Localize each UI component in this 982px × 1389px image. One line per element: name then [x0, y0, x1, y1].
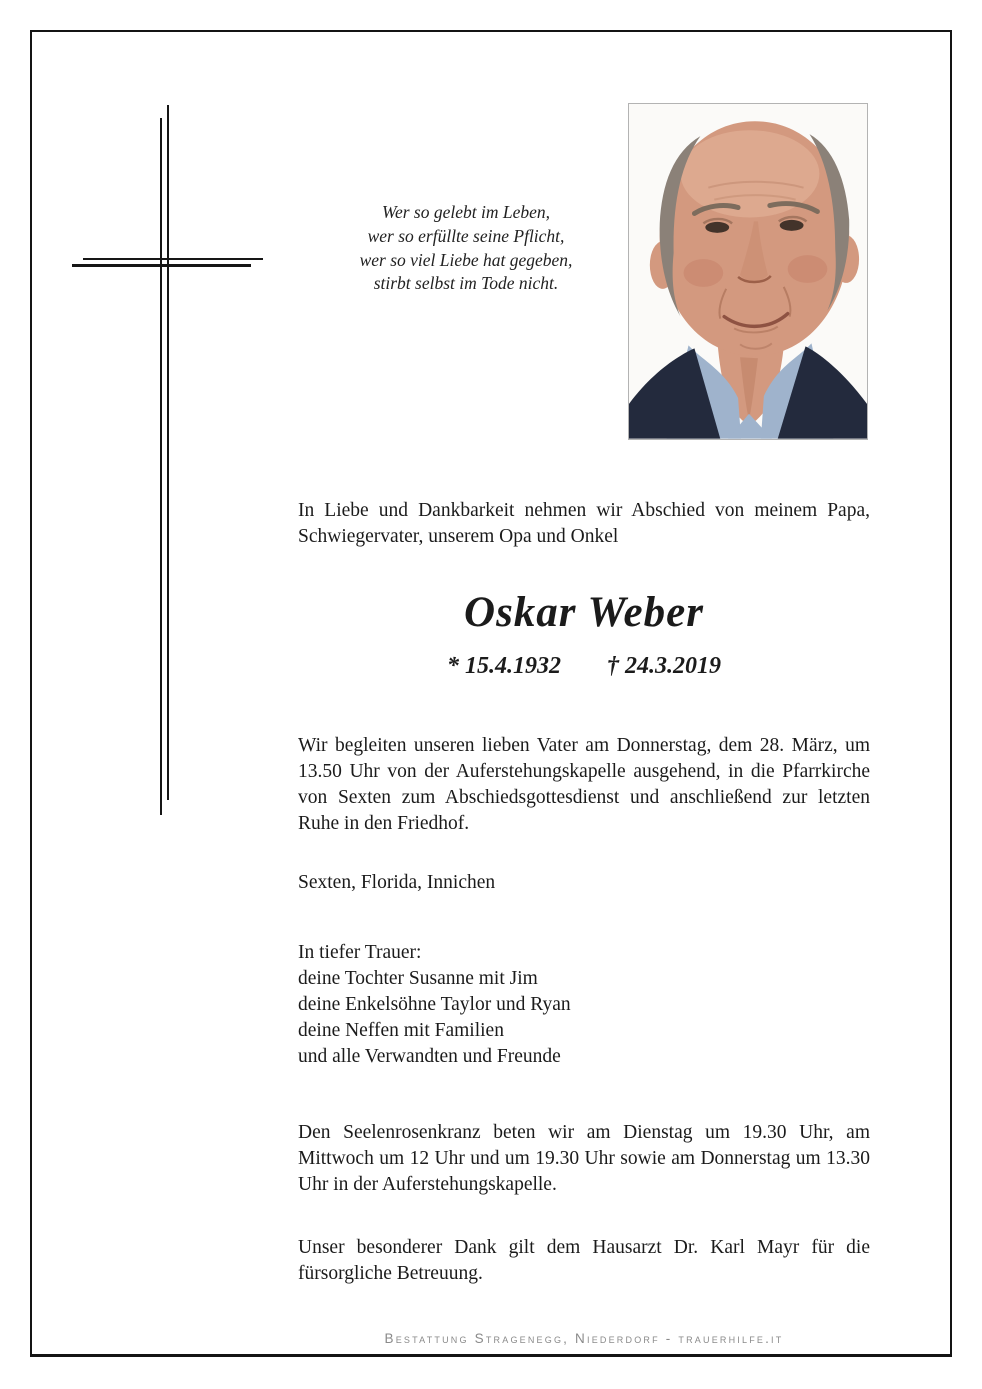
mourners-block [298, 940, 870, 1070]
mourners-heading: In tiefer Trauer: [298, 942, 422, 963]
funeral-announcement: Wir begleiten unseren lieben Vater am Donnerstag, dem 28. März, um 13.50 Uhr von der Auferstehungskapelle ausgehend, in die Pfarrkirche von Sexten zum Abschiedsgottesdienst und anschließend zur letzten Ruhe in den Friedhof. [298, 735, 870, 834]
life-dates [298, 650, 870, 682]
cross-horizontal-line [72, 264, 251, 267]
verse-line: stirbt selbst im Tode nicht. [373, 273, 559, 294]
portrait-illustration [629, 104, 867, 439]
mourner-line: deine Neffen mit Familien [298, 1020, 504, 1041]
thanks-text: Unser besonderer Dank gilt dem Hausarzt Dr. Karl Mayr für die fürsorgliche Betreuung. [298, 1237, 870, 1284]
footer-credit: Bestattung Stragenegg, Niederdorf - trauerhilfe.it [384, 1331, 784, 1346]
places-line: Sexten, Florida, Innichen [298, 872, 496, 893]
birth-date: * 15.4.1932 [447, 653, 561, 679]
mourner-line: und alle Verwandten und Freunde [298, 1046, 561, 1067]
mourner-line: deine Enkelsöhne Taylor und Ryan [298, 994, 571, 1015]
memorial-verse [320, 201, 612, 296]
portrait-photo [628, 103, 868, 440]
death-date: † 24.3.2019 [607, 653, 721, 679]
verse-line: wer so viel Liebe hat gegeben, [359, 249, 573, 270]
cross-horizontal-line [83, 258, 263, 260]
rosary-announcement: Den Seelenrosenkranz beten wir am Dienstag um 19.30 Uhr, am Mittwoch um 12 Uhr und um 19.30 Uhr sowie am Donnerstag um 13.30 Uhr in der Auferstehungskapelle. [298, 1122, 870, 1195]
cross-vertical-line [160, 118, 162, 815]
intro-text: In Liebe und Dankbarkeit nehmen wir Abschied von meinem Papa, Schwiegervater, unserem Opa und Onkel [298, 500, 870, 547]
verse-line: Wer so gelebt im Leben, [381, 202, 550, 222]
deceased-name: Oskar Weber [464, 589, 704, 636]
verse-line: wer so erfüllte seine Pflicht, [367, 225, 565, 246]
cross-vertical-line [167, 105, 169, 800]
mourner-line: deine Tochter Susanne mit Jim [298, 968, 538, 989]
